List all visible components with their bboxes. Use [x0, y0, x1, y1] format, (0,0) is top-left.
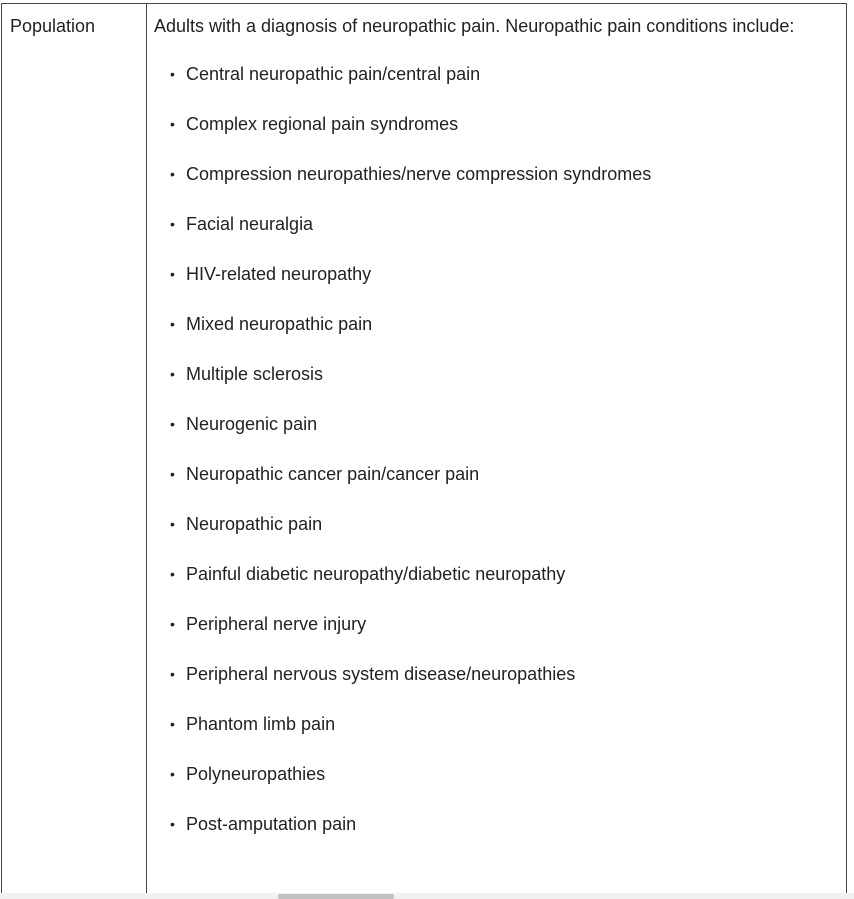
list-item [154, 463, 836, 513]
bullet-icon: • [170, 616, 175, 632]
horizontal-scrollbar[interactable] [0, 893, 854, 899]
list-item [154, 663, 836, 713]
list-item [154, 763, 836, 813]
bullet-icon: • [170, 716, 175, 732]
condition-label: Neurogenic pain [186, 414, 318, 434]
condition-label: Painful diabetic neuropathy/diabetic neuropathy [186, 564, 566, 584]
list-item [154, 263, 836, 313]
bullet-icon: • [170, 166, 175, 182]
condition-label: Peripheral nervous system disease/neuropathies [186, 664, 576, 684]
list-item [154, 63, 836, 113]
bullet-icon: • [170, 366, 175, 382]
list-item [154, 313, 836, 363]
condition-label: HIV-related neuropathy [186, 264, 372, 284]
row-label-cell [2, 4, 147, 893]
condition-label: Mixed neuropathic pain [186, 314, 373, 334]
bullet-icon: • [170, 466, 175, 482]
condition-label: Central neuropathic pain/central pain [186, 64, 481, 84]
list-item [154, 363, 836, 413]
row-content-cell [147, 4, 846, 893]
bullet-icon: • [170, 66, 175, 82]
bullet-icon: • [170, 266, 175, 282]
row-label: Population [10, 16, 96, 36]
conditions-list [154, 63, 836, 863]
bullet-icon: • [170, 516, 175, 532]
condition-label: Neuropathic pain [186, 514, 323, 534]
list-item [154, 413, 836, 463]
condition-label: Neuropathic cancer pain/cancer pain [186, 464, 480, 484]
list-item [154, 163, 836, 213]
bullet-icon: • [170, 416, 175, 432]
condition-label: Post-amputation pain [186, 814, 357, 834]
bullet-icon: • [170, 766, 175, 782]
list-item [154, 563, 836, 613]
population-row [2, 4, 846, 893]
scrollbar-thumb[interactable] [278, 894, 394, 899]
bullet-icon: • [170, 566, 175, 582]
intro-text: Adults with a diagnosis of neuropathic pain. Neuropathic pain conditions include: [154, 16, 795, 36]
bullet-icon: • [170, 116, 175, 132]
condition-label: Compression neuropathies/nerve compression syndromes [186, 164, 652, 184]
list-item [154, 813, 836, 863]
condition-label: Multiple sclerosis [186, 364, 324, 384]
list-item [154, 213, 836, 263]
condition-label: Polyneuropathies [186, 764, 326, 784]
condition-label: Peripheral nerve injury [186, 614, 367, 634]
list-item [154, 113, 836, 163]
bullet-icon: • [170, 666, 175, 682]
bullet-icon: • [170, 216, 175, 232]
bullet-icon: • [170, 316, 175, 332]
list-item [154, 713, 836, 763]
list-item [154, 513, 836, 563]
condition-label: Phantom limb pain [186, 714, 336, 734]
population-table [1, 3, 847, 893]
condition-label: Facial neuralgia [186, 214, 314, 234]
bullet-icon: • [170, 816, 175, 832]
list-item [154, 613, 836, 663]
condition-label: Complex regional pain syndromes [186, 114, 459, 134]
